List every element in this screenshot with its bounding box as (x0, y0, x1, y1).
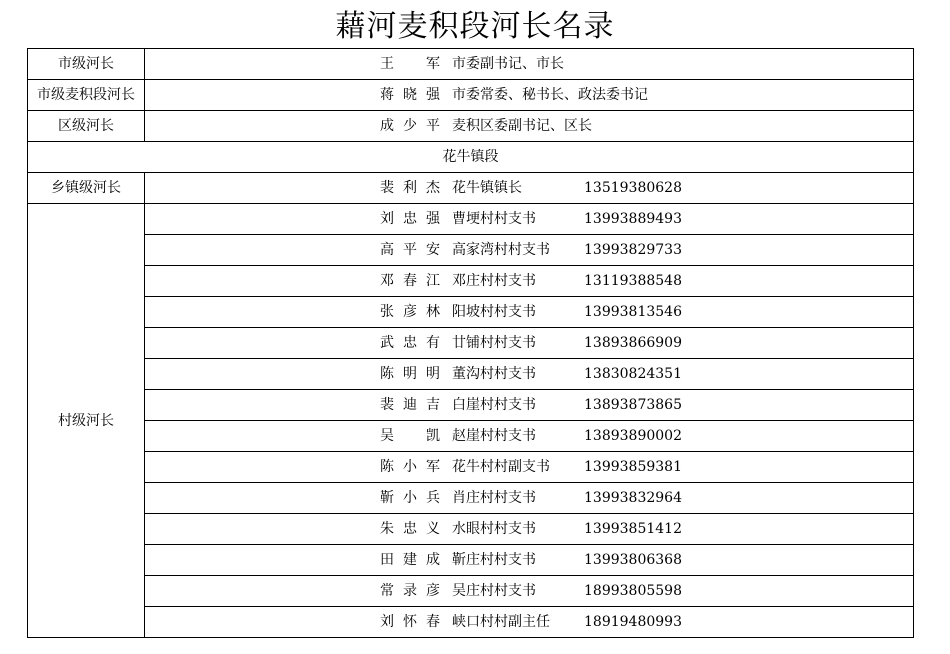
person-phone: 13893890002 (584, 428, 682, 444)
person-role: 市委常委、秘书长、政法委书记 (452, 87, 648, 103)
person-role: 高家湾村村支书 (452, 242, 550, 258)
person-role: 靳庄村村支书 (452, 552, 536, 568)
person-phone: 13993806368 (584, 552, 682, 568)
info-cell (145, 80, 914, 111)
table-row (28, 390, 914, 421)
person-role: 曹埂村村支书 (452, 211, 536, 227)
person-name: 裴利杰 (380, 180, 440, 196)
person-role: 董沟村村支书 (452, 366, 536, 382)
person-name: 张彦林 (380, 304, 440, 320)
info-cell (145, 390, 914, 421)
table-row (28, 452, 914, 483)
person-name: 刘怀春 (380, 614, 440, 630)
info-cell (145, 204, 914, 235)
table-row (28, 80, 914, 111)
person-role: 廿铺村村支书 (452, 335, 536, 351)
person-role: 肖庄村村支书 (452, 490, 536, 506)
info-cell (145, 421, 914, 452)
person-role: 赵崖村村支书 (452, 428, 536, 444)
river-chief-table (27, 48, 914, 638)
person-name: 田建成 (380, 552, 440, 568)
table-row (28, 173, 914, 204)
person-phone: 18919480993 (584, 614, 682, 630)
person-role: 花牛镇镇长 (452, 180, 522, 196)
table-row (28, 297, 914, 328)
person-name: 高平安 (380, 242, 440, 258)
person-name: 吴 凯 (380, 428, 440, 444)
table-row (28, 359, 914, 390)
person-name: 邓春江 (380, 273, 440, 289)
info-cell (145, 297, 914, 328)
person-name: 常录彦 (380, 583, 440, 599)
person-role: 水眼村村支书 (452, 521, 536, 537)
page-title: 藉河麦积段河长名录 (335, 9, 615, 44)
person-phone: 13119388548 (584, 273, 682, 289)
person-role: 阳坡村村支书 (452, 304, 536, 320)
table-row (28, 266, 914, 297)
table-row (28, 111, 914, 142)
section-header: 花牛镇段 (28, 142, 914, 173)
info-cell (145, 359, 914, 390)
person-role: 麦积区委副书记、区长 (452, 118, 592, 134)
person-role: 邓庄村村支书 (452, 273, 536, 289)
info-cell (145, 266, 914, 297)
person-phone: 13519380628 (584, 180, 682, 196)
level-cell-village: 村级河长 (28, 204, 145, 638)
level-cell: 乡镇级河长 (28, 173, 145, 204)
person-phone: 13993851412 (584, 521, 682, 537)
info-cell (145, 452, 914, 483)
table-row (28, 483, 914, 514)
person-role: 峡口村村副主任 (452, 614, 550, 630)
person-name: 裴迪吉 (380, 397, 440, 413)
level-cell: 区级河长 (28, 111, 145, 142)
info-cell (145, 173, 914, 204)
person-name: 王 军 (380, 56, 440, 72)
level-cell: 市级河长 (28, 49, 145, 80)
person-phone: 13830824351 (584, 366, 682, 382)
person-name: 蒋晓强 (380, 87, 440, 103)
info-cell (145, 235, 914, 266)
info-cell (145, 328, 914, 359)
level-cell: 市级麦积段河长 (28, 80, 145, 111)
person-name: 陈明明 (380, 366, 440, 382)
table-row (28, 545, 914, 576)
table-row (28, 328, 914, 359)
person-name: 陈小军 (380, 459, 440, 475)
person-phone: 18993805598 (584, 583, 682, 599)
table-row (28, 49, 914, 80)
person-role: 花牛村村副支书 (452, 459, 550, 475)
person-role: 市委副书记、市长 (452, 56, 564, 72)
info-cell (145, 607, 914, 638)
person-phone: 13993889493 (584, 211, 682, 227)
person-phone: 13993859381 (584, 459, 682, 475)
person-role: 吴庄村村支书 (452, 583, 536, 599)
info-cell (145, 576, 914, 607)
table-row (28, 204, 914, 235)
info-cell (145, 483, 914, 514)
info-cell (145, 514, 914, 545)
person-phone: 13993813546 (584, 304, 682, 320)
info-cell (145, 111, 914, 142)
table-row (28, 607, 914, 638)
person-name: 刘忠强 (380, 211, 440, 227)
person-name: 靳小兵 (380, 490, 440, 506)
person-name: 成少平 (380, 118, 440, 134)
table-row (28, 514, 914, 545)
person-phone: 13893866909 (584, 335, 682, 351)
table-row (28, 576, 914, 607)
person-name: 朱忠义 (380, 521, 440, 537)
table-row (28, 235, 914, 266)
person-phone: 13893873865 (584, 397, 682, 413)
person-phone: 13993832964 (584, 490, 682, 506)
person-role: 白崖村村支书 (452, 397, 536, 413)
info-cell (145, 49, 914, 80)
person-name: 武忠有 (380, 335, 440, 351)
person-phone: 13993829733 (584, 242, 682, 258)
info-cell (145, 545, 914, 576)
table-row (28, 421, 914, 452)
section-header-row (28, 142, 914, 173)
